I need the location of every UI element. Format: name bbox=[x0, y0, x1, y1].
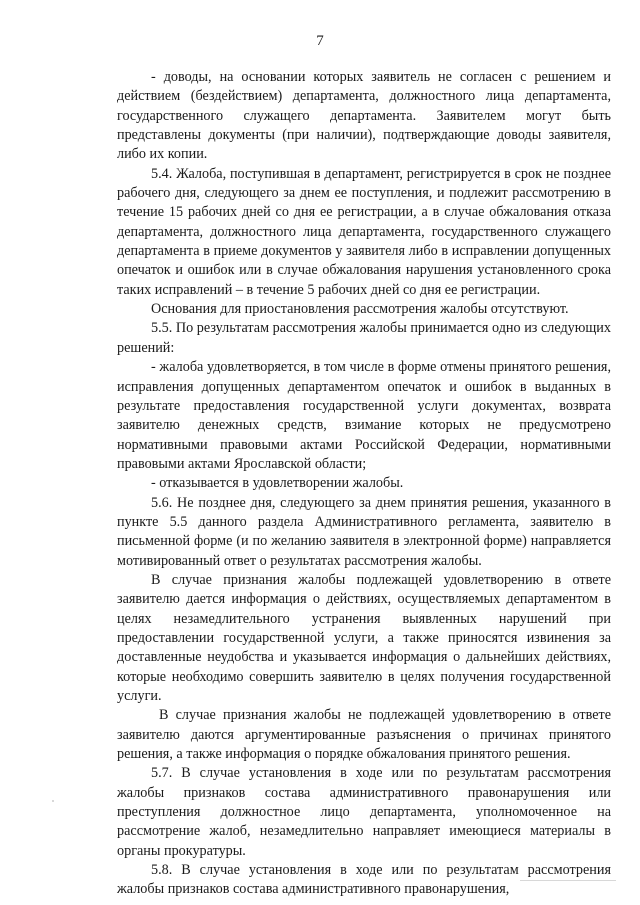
scan-artifact-left-mark bbox=[52, 800, 54, 802]
scan-artifact-bottom-line bbox=[520, 880, 616, 881]
paragraph-5-6: 5.6. Не позднее дня, следующего за днем принятия решения, указанного в пункте 5.5 данного раздела Административного регламента, заявителю в письменной форме (и по желанию заявителя в электронной форме) направляется мотивированный ответ о результатах рассмотрения жалобы. bbox=[117, 494, 611, 569]
paragraph-complaint-satisfied: - жалоба удовлетворяется, в том числе в форме отмены принятого решения, исправления допущенных департаментом опечаток и ошибок в выданных в результате предоставления государственной услуги документах, возврата заявителю денежных средств, взимание которых не предусмотрено нормативными правовыми актами Российской Федерации, нормативными правовыми актами Ярославской области; bbox=[117, 359, 611, 472]
paragraph-complaint-refused: - отказывается в удовлетворении жалобы. bbox=[151, 475, 404, 492]
document-body bbox=[117, 68, 611, 900]
paragraph-5-5: 5.5. По результатам рассмотрения жалобы принимается одно из следующих решений: bbox=[117, 320, 611, 356]
paragraph-satisfied-answer: В случае признания жалобы подлежащей удовлетворению в ответе заявителю дается информация о действиях, осуществляемых департаментом в целях незамедлительного устранения выявленных нарушений при предоставлении государственной услуги, а также приносятся извинения за доставленные неудобства и указывается информация о дальнейших действиях, которые необходимо совершить заявителю в целях получения государственной услуги. bbox=[117, 571, 611, 704]
page-number: 7 bbox=[316, 33, 324, 49]
paragraph-rejected-answer: В случае признания жалобы не подлежащей удовлетворению в ответе заявителю даются аргументированные разъяснения о причинах принятого решения, а также информация о порядке обжалования принятого решения. bbox=[117, 707, 611, 763]
paragraph-complaint-arguments: - доводы, на основании которых заявитель не согласен с решением и действием (бездействием) департамента, должностного лица департамента, государственного служащего департамента. Заявителем могут быть представлены документы (при наличии), подтверждающие доводы заявителя, либо их копии. bbox=[117, 69, 611, 163]
paragraph-5-4: 5.4. Жалоба, поступившая в департамент, регистрируется в срок не позднее рабочего дня, следующего за днем ее поступления, и подлежит рассмотрению в течение 15 рабочих дней со дня ее регистрации, а в случае обжалования отказа департамента, должностного лица департамента, государственного служащего департамента в приеме документов у заявителя либо в исправлении допущенных опечаток и ошибок или в случае обжалования нарушения установленного срока таких исправлений – в течение 5 рабочих дней со дня ее регистрации. bbox=[117, 165, 611, 298]
paragraph-5-8: 5.8. В случае установления в ходе или по результатам рассмотрения жалобы признаков состава административного правонарушения, bbox=[117, 862, 611, 898]
paragraph-no-suspension: Основания для приостановления рассмотрения жалобы отсутствуют. bbox=[151, 301, 569, 318]
paragraph-5-7: 5.7. В случае установления в ходе или по результатам рассмотрения жалобы признаков состава административного правонарушения или преступления должностное лицо департамента, уполномоченное на рассмотрение жалоб, незамедлительно направляет имеющиеся материалы в органы прокуратуры. bbox=[117, 765, 611, 859]
